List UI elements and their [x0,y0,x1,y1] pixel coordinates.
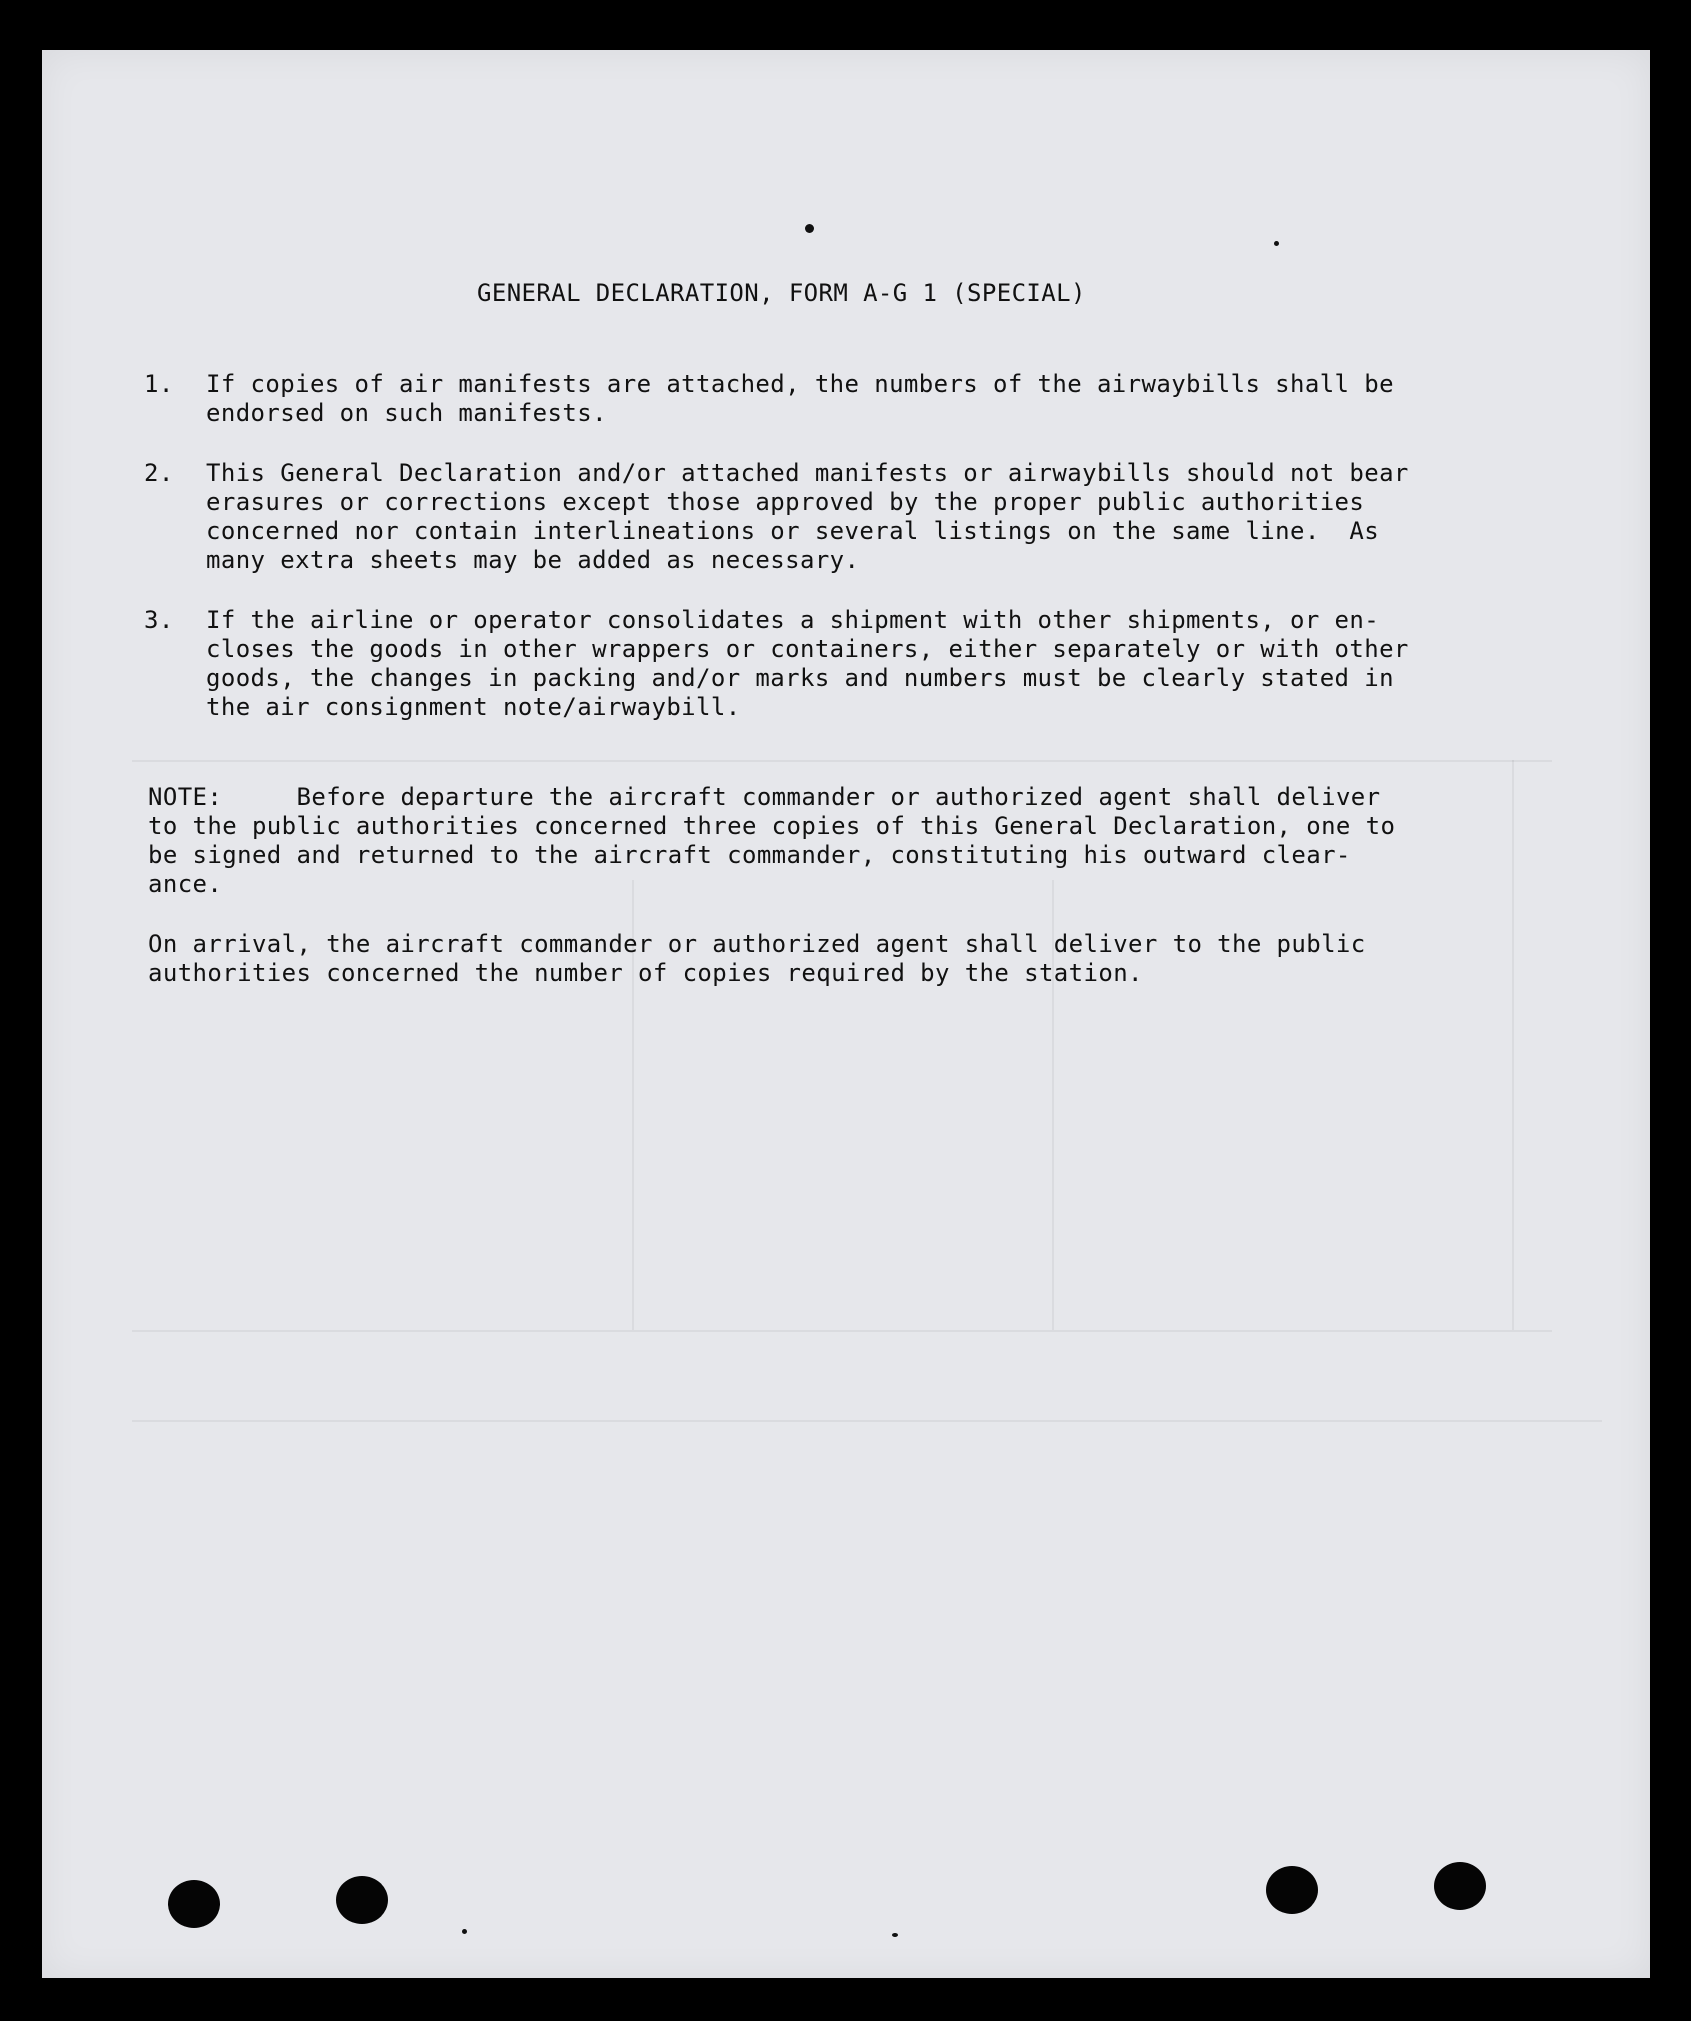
item-text [206,606,1409,722]
bleed-through-line [1512,760,1514,1330]
bleed-through-line [132,1330,1552,1332]
item-line: many extra sheets may be added as necessary. [206,546,860,574]
list-item [144,370,1504,430]
note-line: Before departure the aircraft commander or authorized agent shall deliver [222,783,1381,811]
item-number: 2. [144,459,174,487]
item-text [206,459,1409,575]
item-line: the air consignment note/airwaybill. [206,693,741,721]
bleed-through-line [132,760,1552,762]
punch-hole [168,1880,220,1928]
item-line: If copies of air manifests are attached, the numbers of the airwaybills shall be [206,370,1394,398]
item-number: 3. [144,606,174,634]
punch-hole [1266,1866,1318,1914]
note-line: be signed and returned to the aircraft commander, constituting his outward clear- [148,841,1351,869]
ink-speck [805,224,814,233]
note-paragraph [148,783,1508,899]
note-label: NOTE: [148,783,223,811]
document-title: GENERAL DECLARATION, FORM A-G 1 (SPECIAL) [477,279,1086,307]
arrival-line: authorities concerned the number of copies required by the station. [148,959,1143,987]
item-line: concerned nor contain interlineations or several listings on the same line. As [206,517,1380,545]
item-line: goods, the changes in packing and/or marks and numbers must be clearly stated in [206,664,1394,692]
punch-hole [1434,1862,1486,1910]
item-line: If the airline or operator consolidates a shipment with other shipments, or en- [206,606,1380,634]
note-line: to the public authorities concerned three copies of this General Declaration, one to [148,812,1396,840]
bleed-through-line [132,1420,1602,1422]
list-item [144,459,1504,579]
arrival-line: On arrival, the aircraft commander or authorized agent shall deliver to the public [148,930,1366,958]
ink-speck [1274,241,1279,246]
item-number: 1. [144,370,174,398]
arrival-paragraph [148,930,1508,988]
item-line: endorsed on such manifests. [206,399,607,427]
note-line: ance. [148,870,223,898]
item-text [206,370,1394,428]
list-item [144,606,1504,726]
ink-speck [892,1933,898,1937]
punch-hole [336,1876,388,1924]
item-line: This General Declaration and/or attached manifests or airwaybills should not bear [206,459,1409,487]
ink-speck [462,1929,467,1934]
item-line: erasures or corrections except those approved by the proper public authorities [206,488,1365,516]
item-line: closes the goods in other wrappers or containers, either separately or with other [206,635,1409,663]
paper-sheet [42,50,1650,1978]
